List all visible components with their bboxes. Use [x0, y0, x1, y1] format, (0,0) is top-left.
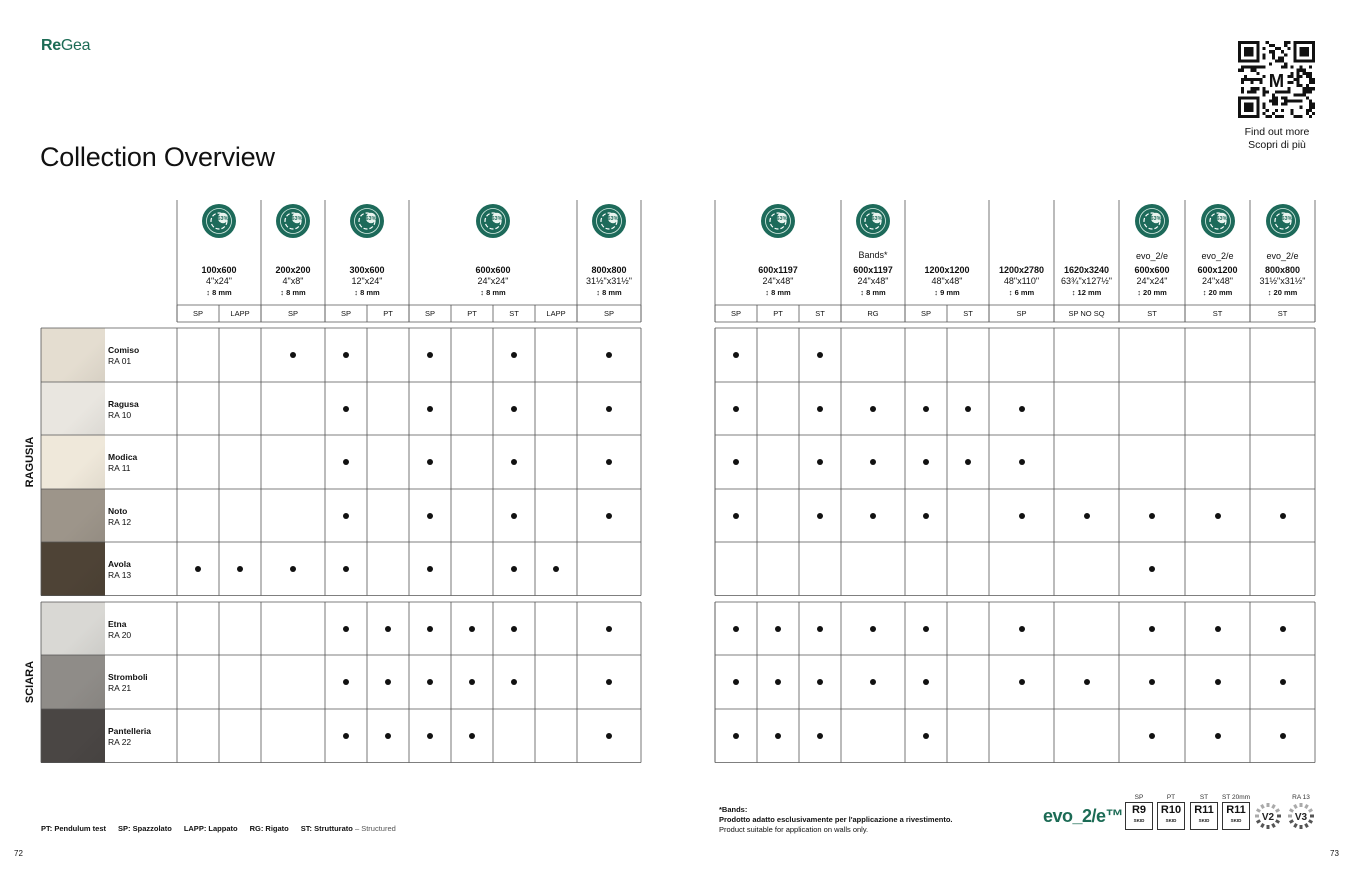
left_table-col-size: 200x200 [275, 265, 311, 275]
svg-text:63%: 63% [291, 216, 303, 222]
right_table-col-inch: 24"x24" [1136, 276, 1168, 286]
right_table-mark [817, 733, 823, 739]
left_table-mark [427, 406, 433, 412]
right_table-col-head-0 [715, 265, 841, 298]
left_table-col-inch: 24"x24" [477, 276, 509, 286]
left_table-mark [427, 679, 433, 685]
right_table-col-top-7: evo_2/e [1266, 251, 1299, 261]
right_table-mark [733, 733, 739, 739]
right_table-mark [1280, 679, 1286, 685]
right_table-col-size: 600x1200 [1197, 265, 1238, 275]
right_table-col-head-3 [989, 265, 1054, 298]
right_table-finish-6: SP [1016, 309, 1027, 318]
right_table-mark [775, 679, 781, 685]
thickness-icon: ↕ [1137, 288, 1141, 297]
evo-logo: evo_2/e™ [1043, 806, 1124, 826]
left_table-mark [343, 626, 349, 632]
tile-code: RA 13 [108, 570, 132, 580]
right_table-col-head-7 [1250, 265, 1315, 298]
left_table-mark [343, 352, 349, 358]
left_table-badge-4 [591, 203, 627, 239]
right_table-col-top-1: Bands* [858, 250, 888, 260]
left_table-finish-9: SP [603, 309, 614, 318]
right_table-col-size: 1200x1200 [924, 265, 970, 275]
right_table-finish-5: ST [963, 309, 973, 318]
right_table-mark [733, 626, 739, 632]
left_table-col-thickness: ↕ 8 mm [354, 288, 380, 297]
page-title: Collection Overview [40, 142, 275, 172]
group-label-ragusia: RAGUSIA [24, 436, 36, 488]
left_table-finish-7: ST [509, 309, 519, 318]
tile-code: RA 10 [108, 410, 132, 420]
left_table-mark [427, 513, 433, 519]
left_table-mark [511, 566, 517, 572]
left_table-mark [195, 566, 201, 572]
svg-text:63%: 63% [607, 216, 619, 222]
left_table-finish-5: SP [424, 309, 435, 318]
left_table-col-thickness: ↕ 8 mm [480, 288, 506, 297]
tile-name: Etna [108, 619, 127, 629]
thickness-icon: ↕ [765, 288, 770, 297]
svg-text:V2: V2 [1261, 812, 1275, 823]
right_table-mark [870, 679, 876, 685]
right_table-mark [733, 679, 739, 685]
right_table-col-head-4 [1054, 265, 1119, 298]
right_table-mark [1215, 513, 1221, 519]
left_table-mark [343, 406, 349, 412]
left_table-mark [290, 566, 296, 572]
left_table-mark [606, 406, 612, 412]
thickness-icon: ↕ [480, 288, 485, 297]
left_table-finish-8: LAPP [546, 309, 566, 318]
thickness-icon: ↕ [596, 288, 601, 297]
right_table-mark [817, 352, 823, 358]
right_table-mark [733, 406, 739, 412]
left_table-col-size: 600x600 [475, 265, 511, 275]
right_table-col-head-2 [905, 265, 989, 298]
right_table-col-inch: 24"x48" [1202, 276, 1233, 286]
qr-caption-en: Find out more [1244, 126, 1310, 138]
left_table-mark [606, 352, 612, 358]
right_table-mark [1084, 679, 1090, 685]
right_table-mark [923, 513, 929, 519]
right_table-col-inch: 24"x48" [762, 276, 794, 286]
svg-text:63%: 63% [1150, 216, 1162, 222]
right_table-col-inch: 48"x48" [931, 276, 963, 286]
right_table-col-size: 600x1197 [758, 265, 798, 275]
tile-name: Avola [108, 559, 131, 569]
left_table-mark [343, 459, 349, 465]
left_table-col-head-2 [325, 265, 409, 298]
tile-name: Pantelleria [108, 726, 151, 736]
right_table-mark [1149, 626, 1155, 632]
right_table-mark [1215, 679, 1221, 685]
tile-swatch-etna [41, 602, 105, 656]
right_table-mark [923, 406, 929, 412]
bands-note-it: Prodotto adatto esclusivamente per l'applicazione a rivestimento. [719, 815, 953, 824]
left_table-mark [469, 733, 475, 739]
left_table-mark [606, 459, 612, 465]
left_table-mark [511, 406, 517, 412]
thickness-icon: ↕ [280, 288, 285, 297]
right_table-mark [1215, 733, 1221, 739]
right_table-col-thickness: ↕ 12 mm [1071, 288, 1102, 297]
right_table-mark [1019, 679, 1025, 685]
right_table-finish-2: ST [815, 309, 825, 318]
legend-item: SP: Spazzolato [118, 824, 172, 833]
tile-name: Stromboli [108, 672, 148, 682]
left_table-finish-0: SP [192, 309, 203, 318]
thickness-icon: ↕ [1071, 288, 1076, 297]
left_table-col-thickness: ↕ 8 mm [280, 288, 306, 297]
svg-text:63%: 63% [1280, 216, 1293, 222]
legend-item: LAPP: Lappato [183, 824, 238, 833]
legend-item: PT: Pendulum test [41, 824, 107, 833]
tile-label [108, 619, 174, 641]
left_table-col-inch: 12"x24" [351, 276, 383, 286]
left_table-finish-6: PT [467, 309, 477, 318]
right_table-mark [965, 459, 971, 465]
tile-name: Comiso [108, 345, 140, 355]
right_table-mark [1149, 679, 1155, 685]
right_table-mark [775, 626, 781, 632]
bands-note-en: Product suitable for application on walls only. [719, 825, 869, 834]
right_table-mark [1019, 406, 1025, 412]
svg-text:63%: 63% [365, 216, 377, 222]
left_table-badge-1 [275, 203, 311, 239]
right_table-mark [870, 626, 876, 632]
right_table-col-head-1 [841, 265, 905, 298]
left_table-col-head-0 [177, 265, 261, 298]
right_table-finish-10: ST [1277, 309, 1288, 318]
tile-label [108, 672, 174, 694]
right_table-badge-6 [1200, 203, 1236, 239]
left_table-mark [606, 626, 612, 632]
right_table-mark [733, 459, 739, 465]
left_table-col-thickness: ↕ 8 mm [596, 288, 622, 297]
right_table-mark [965, 406, 971, 412]
left_table-mark [427, 733, 433, 739]
tile-label [108, 506, 174, 528]
left_table-col-size: 300x600 [349, 265, 385, 275]
left_table-col-head-3 [409, 265, 577, 298]
left_table-finish-1: LAPP [230, 309, 250, 318]
right_table-mark [1280, 513, 1286, 519]
qr-caption [1216, 126, 1338, 152]
tile-code: RA 01 [108, 356, 132, 366]
left_table-mark [427, 626, 433, 632]
tile-name: Modica [108, 452, 138, 462]
vclass-caption: RA 13 [1292, 794, 1310, 801]
thickness-icon: ↕ [1202, 288, 1207, 297]
left_table-col-size: 100x600 [201, 265, 237, 275]
thickness-icon: ↕ [1008, 288, 1013, 297]
left_table-mark [606, 733, 612, 739]
right_table-col-thickness: ↕ 8 mm [860, 288, 886, 297]
left_table-mark [606, 679, 612, 685]
svg-text:63%: 63% [491, 216, 503, 222]
right_table-badge-7 [1265, 203, 1301, 239]
left_table-mark [511, 679, 517, 685]
group-label-sciara: SCIARA [24, 661, 36, 704]
left_table-mark [606, 513, 612, 519]
right_table-mark [870, 459, 876, 465]
page-number-right: 73 [1330, 849, 1339, 858]
right_table-col-inch: 24"x48" [857, 276, 889, 286]
right_table-mark [775, 733, 781, 739]
tile-code: RA 11 [108, 463, 131, 473]
qr-caption-it: Scopri di più [1248, 139, 1306, 151]
skid-rating-r9: R9 SKID [1125, 802, 1153, 830]
svg-text:63%: 63% [871, 216, 883, 222]
bands-note-title: *Bands: [719, 805, 748, 814]
tile-label [108, 399, 174, 421]
left_table-mark [385, 626, 391, 632]
right_table-mark [923, 459, 929, 465]
right_table-finish-4: SP [920, 309, 931, 318]
right_table-finish-9: ST [1212, 309, 1223, 318]
thickness-icon: ↕ [934, 288, 939, 297]
tile-label [108, 559, 174, 581]
left_table-badge-0 [201, 203, 237, 239]
right_table-mark [1084, 513, 1090, 519]
right_table-finish-0: SP [730, 309, 741, 318]
qr-code[interactable] [1238, 41, 1315, 118]
right_table-mark [1019, 513, 1025, 519]
right_table-col-size: 600x600 [1134, 265, 1170, 275]
tile-code: RA 22 [108, 737, 132, 747]
skid-caption: PT [1166, 794, 1176, 801]
left_table-col-head-4 [577, 265, 641, 298]
right_table-mark [1280, 626, 1286, 632]
right_table-col-head-5 [1119, 265, 1185, 298]
tile-label [108, 345, 174, 367]
right_table-mark [1149, 513, 1155, 519]
right_table-col-thickness: ↕ 8 mm [765, 288, 791, 297]
left_table-finish-4: PT [383, 309, 393, 318]
right_table-mark [1215, 626, 1221, 632]
right_table-col-inch: 31½"x31½" [1259, 276, 1306, 286]
right_table-col-size: 1620x3240 [1063, 265, 1110, 275]
left_table-mark [343, 679, 349, 685]
shade-variation-v3-icon [1287, 802, 1315, 830]
left_table-badge-3 [475, 203, 511, 239]
right_table-col-size: 800x800 [1264, 265, 1301, 275]
left_table-mark [553, 566, 559, 572]
svg-text:63%: 63% [776, 216, 788, 222]
left_table-col-thickness: ↕ 8 mm [206, 288, 232, 297]
right_table-col-thickness: ↕ 20 mm [1137, 288, 1167, 297]
tile-code: RA 20 [108, 630, 132, 640]
left_table-mark [427, 459, 433, 465]
right_table-mark [870, 406, 876, 412]
left_table-mark [290, 352, 296, 358]
skid-caption: ST 20mm [1221, 794, 1251, 801]
left_table-col-inch: 4"x24" [206, 276, 232, 286]
right_table-mark [1149, 566, 1155, 572]
right_table-col-thickness: ↕ 20 mm [1202, 288, 1233, 297]
right_table-mark [923, 679, 929, 685]
tile-swatch-ragusa [41, 382, 105, 436]
tile-label [108, 726, 174, 748]
right_table-finish-1: PT [773, 309, 783, 318]
right_table-mark [923, 733, 929, 739]
left_table-mark [427, 352, 433, 358]
brand-logo: ReGea [41, 37, 91, 54]
right_table-col-top-6: evo_2/e [1201, 251, 1234, 261]
right_table-finish-7: SP NO SQ [1068, 309, 1105, 318]
right_table-finish-8: ST [1147, 309, 1157, 318]
svg-text:M: M [1268, 70, 1285, 92]
right_table-mark [1019, 626, 1025, 632]
bands-note [719, 805, 953, 835]
tile-name: Ragusa [108, 399, 139, 409]
left_table-mark [343, 566, 349, 572]
right_table-col-thickness: ↕ 9 mm [934, 288, 960, 297]
tile-swatch-stromboli [41, 655, 105, 709]
right_table-mark [1019, 459, 1025, 465]
tile-swatch-pantelleria [41, 709, 105, 763]
tile-swatch-comiso [41, 328, 105, 382]
left_table-mark [385, 733, 391, 739]
left_table-mark [511, 626, 517, 632]
right_table-mark [1280, 733, 1286, 739]
right_table-mark [923, 626, 929, 632]
left_table-col-inch: 4"x8" [282, 276, 304, 286]
skid-rating-r10: R10 SKID [1157, 802, 1185, 830]
right_table-col-inch: 63¾"x127½" [1061, 276, 1112, 286]
legend-item: RG: Rigato [249, 824, 289, 833]
left_table-finish-3: SP [340, 309, 351, 318]
svg-text:V3: V3 [1294, 812, 1308, 823]
skid-rating-r11: R11 SKID [1190, 802, 1218, 830]
right_table-mark [733, 513, 739, 519]
left_table-mark [469, 626, 475, 632]
right_table-mark [733, 352, 739, 358]
skid-caption: ST [1199, 794, 1209, 801]
right_table-col-thickness: ↕ 20 mm [1267, 288, 1298, 297]
left_table-mark [511, 513, 517, 519]
right_table-badge-1 [855, 203, 891, 239]
right_table-col-size: 600x1197 [853, 265, 893, 275]
tile-code: RA 12 [108, 517, 132, 527]
svg-text:63%: 63% [1215, 216, 1228, 222]
left_table-finish-2: SP [287, 309, 298, 318]
right_table-mark [817, 679, 823, 685]
right_table-mark [870, 513, 876, 519]
shade-variation-v2-icon [1254, 802, 1282, 830]
tile-swatch-modica [41, 435, 105, 489]
left_table-mark [385, 679, 391, 685]
right_table-mark [1149, 733, 1155, 739]
right_table-mark [817, 626, 823, 632]
right_table-col-thickness: ↕ 6 mm [1008, 288, 1035, 297]
left_table-col-head-1 [261, 265, 325, 298]
thickness-icon: ↕ [1267, 288, 1272, 297]
left_table-mark [237, 566, 243, 572]
finish-legend [41, 824, 396, 833]
tile-swatch-noto [41, 489, 105, 543]
right_table-finish-3: RG [867, 309, 879, 318]
left_table-col-inch: 31½"x31½" [586, 276, 632, 286]
right_table-mark [817, 513, 823, 519]
left_table-mark [343, 513, 349, 519]
right_table-mark [817, 406, 823, 412]
right_table-badge-0 [760, 203, 796, 239]
skid-caption: SP [1134, 794, 1144, 801]
left_table-badge-2 [349, 203, 385, 239]
thickness-icon: ↕ [354, 288, 359, 297]
thickness-icon: ↕ [860, 288, 865, 297]
page-number-left: 72 [14, 849, 23, 858]
right_table-col-size: 1200x2780 [998, 265, 1045, 275]
legend-item: ST: Strutturato – Structured [300, 824, 396, 833]
right_table-badge-5 [1134, 203, 1170, 239]
svg-text:63%: 63% [217, 216, 229, 222]
left_table-mark [511, 352, 517, 358]
tile-name: Noto [108, 506, 128, 516]
right_table-col-top-5: evo_2/e [1135, 251, 1169, 261]
left_table-col-size: 800x800 [591, 265, 627, 275]
right_table-mark [817, 459, 823, 465]
thickness-icon: ↕ [206, 288, 211, 297]
tile-label [108, 452, 174, 474]
tile-swatch-avola [41, 542, 105, 596]
left_table-mark [511, 459, 517, 465]
left_table-mark [343, 733, 349, 739]
left_table-mark [427, 566, 433, 572]
skid-rating-r11: R11 SKID [1222, 802, 1250, 830]
right_table-col-head-6 [1185, 265, 1250, 298]
left_table-mark [469, 679, 475, 685]
right_table-col-inch: 48"x110" [1003, 276, 1040, 286]
tile-code: RA 21 [108, 683, 132, 693]
